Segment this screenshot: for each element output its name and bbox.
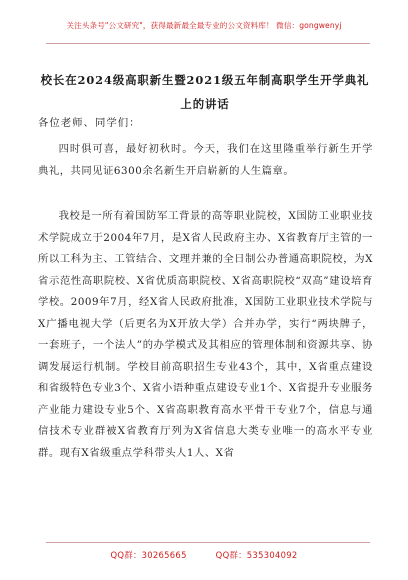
footer	[0, 549, 408, 561]
salutation: 各位老师、同学们：	[38, 117, 141, 129]
header-divider	[46, 43, 370, 44]
footer-qq-group-1: QQ群：30265665	[110, 550, 187, 560]
paragraph-school-intro: 我校是一所有着国防军工背景的高等职业院校，X国防工业职业技术学院成立于2004年7月，是X省人民政府主办、X省教育厅主管的一所以工科为主、工管结合、文理并兼的全日制公办普通高职院校，为X省示范性高职院校、X省优质高职院校、X省高职院校“双高”建设培育学校。2009年7月，经X省人民政府批准，X国防工业职业技术学院与X广播电视大学（后更名为X开放大学）合并办学，实行“两块牌子，一套班子，一个法人”的办学模式及其相应的管理体制和资源共享、协调发展运行机制。学校目前高职招生专业43个，其中，X省重点建设和省级特色专业3个、X省小语种重点建设专业1个、X省提升专业服务产业能力建设专业5个、X省高职教育高水平骨干专业7个，信息与通信技术专业群被X省教育厅列为X省信息大类专业唯一的高水平专业群。现有X省级重点学科带头人1人、X省	[38, 210, 373, 459]
footer-qq-group-2: QQ群：535304092	[215, 550, 298, 560]
title-line-2: 上的讲话	[180, 97, 230, 111]
document-title	[40, 68, 370, 116]
footer-divider	[46, 542, 370, 543]
paragraph-opening: 四时俱可喜，最好初秋时。今天，我们在这里隆重举行新生开学典礼，共同见证6300余名新生开启崭新的人生篇章。	[38, 143, 373, 177]
title-line-1: 校长在2024级高职新生暨2021级五年制高职学生开学典礼	[40, 73, 370, 87]
header-note: 关注头条号"公文研究"，获得最新最全最专业的公文资料库！ 微信：gongwenyj	[66, 21, 342, 30]
